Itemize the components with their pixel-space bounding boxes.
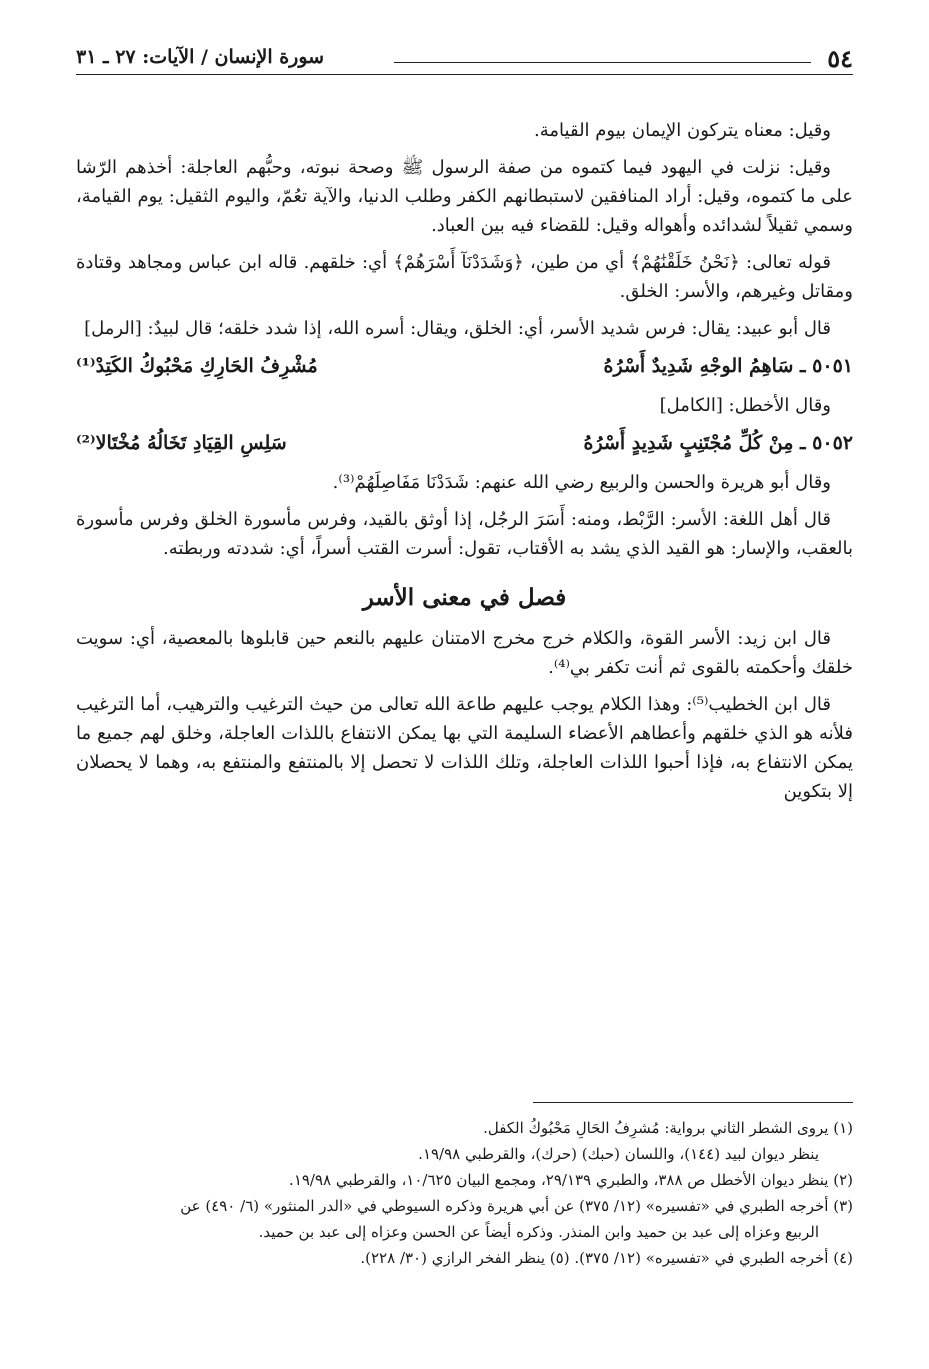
paragraph: وقال أبو هريرة والحسن والربيع رضي الله عنهم: شَدَدْنَا مَفَاصِلَهُمْ⁽³⁾.	[332, 472, 831, 493]
running-title: سورة الإنسان / الآيات: ٢٧ ـ ٣١	[76, 46, 325, 68]
footnote: (١) يروى الشطر الثاني برواية: مُشرِفُ الحَالِ مَحْبُوكُ الكفل.	[483, 1119, 853, 1137]
poetry-verse	[76, 351, 853, 381]
main-text	[76, 116, 853, 814]
page-number: ٥٤	[827, 44, 853, 73]
paragraph: قال ابن زيد: الأسر القوة، والكلام خرج مخرج الامتنان عليهم بالنعم حين قابلوها بالمعصية، أي: سويت خلقك وأحكمته بالقوى ثم أنت تكفر بي⁽⁴⁾.	[76, 628, 853, 678]
paragraph: وقيل: نزلت في اليهود فيما كتموه من صفة الرسول ﷺ وصحة نبوته، وحبُّهم العاجلة: أخذهم الرّشا على ما كتموه، وقيل: أراد المنافقين لاستبطانهم الكفر وطلب الدنيا، والآية تعُمّ، واليوم الثقيل: يوم القيامة، وسمي ثقيلاً لشدائده وأهواله وقيل: للقضاء فيه بين العباد.	[76, 157, 853, 236]
footnote-continuation: ينظر ديوان لبيد (١٤٤)، واللسان (حبك) (حرك)، والقرطبي ١٩/٩٨.	[418, 1145, 819, 1163]
verse-second-hemistich: مُشْرِفُ الحَارِكِ مَحْبُوكُ الكَتِدْ⁽¹⁾	[76, 355, 318, 377]
paragraph: قوله تعالى: ﴿نَحْنُ خَلَقْنَٰهُمْ﴾ أي من طين، ﴿وَشَدَدْنَآ أَسْرَهُمْ﴾ أي: خلقهم. قاله ابن عباس ومجاهد وقتادة ومقاتل وغيرهم، والأسر: الخلق.	[76, 252, 853, 302]
footnote-continuation: الربيع وعزاه إلى عبد بن حميد وابن المنذر. وذكره أيضاً عن الحسن وعزاه إلى عبد بن حميد.	[258, 1223, 819, 1241]
paragraph: وقال الأخطل: [الكامل]	[659, 395, 831, 416]
footnote: (٣) أخرجه الطبري في «تفسيره» (١٢/ ٣٧٥) عن أبي هريرة وذكره السيوطي في «الدر المنثور» (٦/ ٤٩٠) عن	[180, 1197, 853, 1215]
footnotes	[76, 1102, 853, 1271]
footnote: (٢) ينظر ديوان الأخطل ص ٣٨٨، والطبري ٢٩/١٣٩، ومجمع البيان ١٠/٦٢٥، والقرطبي ١٩/٩٨.	[289, 1171, 853, 1189]
paragraph: قال أهل اللغة: الأسر: الرَّبْط، ومنه: أَسَرَ الرجُل، إذا أوثق بالقيد، وفرس مأسورة الخلق وفرس مأسورة بالعقب، والإسار: هو القيد الذي يشد به الأقتاب، تقول: أسرت القتب أسراً، أي: شددته وربطته.	[76, 509, 853, 559]
section-title: فصل في معنى الأسر	[362, 584, 567, 611]
paragraph: قال ابن الخطيب⁽⁵⁾: وهذا الكلام يوجب عليهم طاعة الله تعالى من حيث الترغيب والترهيب، أما الترغيب فلأنه هو الذي خلقهم وأعطاهم الأعضاء السليمة التي بها يمكن الانتفاع باللذات العاجلة، وخلق لهم جميع ما يمكن الانتفاع به، فإذا أحبوا اللذات العاجلة، وتلك اللذات لا تحصل إلا بالمنتفع والمنتفع به، وهما لا يحصلان إلا بتكوين	[76, 694, 853, 802]
verse-second-hemistich: سَلِسِ القِيَادِ تَخَالُهُ مُخْتَالا⁽²⁾	[76, 432, 287, 454]
page-header	[76, 40, 853, 80]
book-page	[76, 40, 853, 1340]
poetry-verse	[76, 428, 853, 458]
verse-first-hemistich: ٥٠٥١ ـ سَاهِمُ الوجْهِ شَدِيدٌ أَسْرُهُ	[603, 355, 853, 377]
footnote-separator	[533, 1102, 853, 1103]
paragraph: وقيل: معناه يتركون الإيمان بيوم القيامة.	[534, 120, 831, 141]
paragraph: قال أبو عبيد: يقال: فرس شديد الأسر، أي: الخلق، ويقال: أسره الله، إذا شدد خلقه؛ قال لبيدٌ: [الرمل]	[84, 318, 831, 339]
footnote: (٤) أخرجه الطبري في «تفسيره» (١٢/ ٣٧٥). (٥) ينظر الفخر الرازي (٣٠/ ٢٢٨).	[360, 1249, 853, 1267]
header-bottom-rule	[76, 74, 853, 75]
header-rule	[394, 62, 811, 63]
verse-first-hemistich: ٥٠٥٢ ـ مِنْ كُلِّ مُجْتَنِبٍ شَدِيدٍ أَسْرُهُ	[583, 432, 853, 454]
